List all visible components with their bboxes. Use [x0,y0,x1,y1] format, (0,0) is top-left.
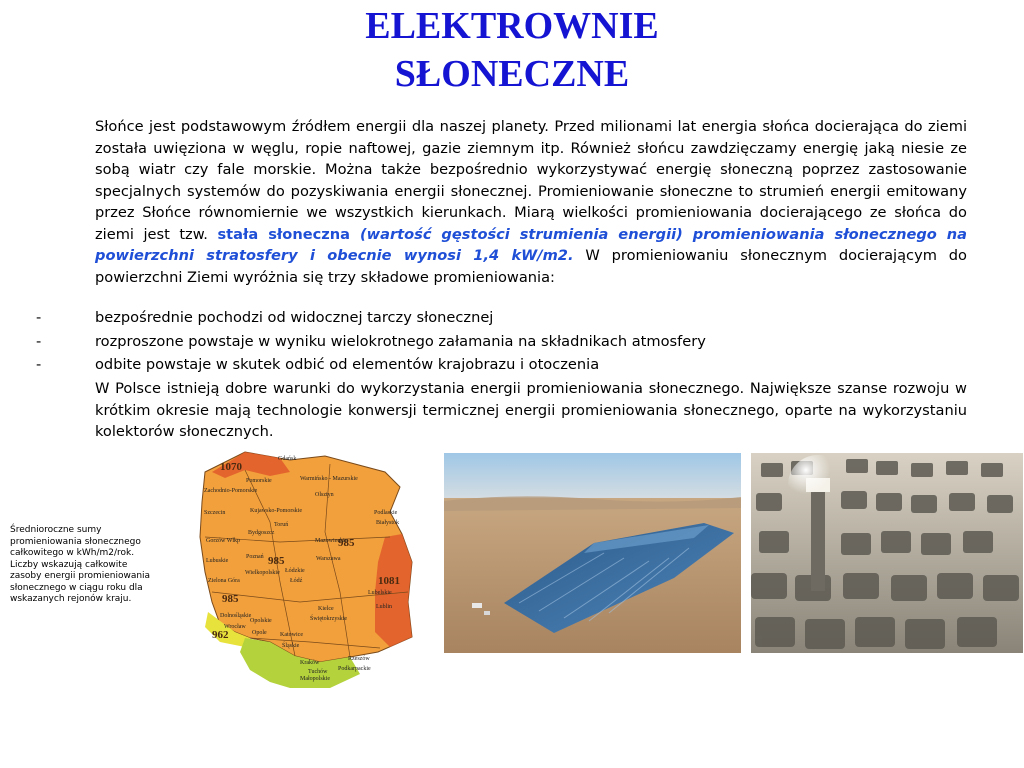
zone-label: 1081 [378,575,400,587]
city-label: Toruń [274,522,289,528]
region-label: Kujawsko-Pomorskie [250,508,302,514]
region-label: Lubuskie [206,558,229,564]
poland-insolation-map [150,442,440,690]
list-item-text: bezpośrednie pochodzi od widocznej tarczy słonecznej [95,309,494,326]
city-label: Opole [252,630,267,636]
city-label: Gorzów Wlkp [206,538,241,544]
city-label: Poznań [246,554,264,560]
region-label: Opolskie [250,618,272,624]
city-label: Łódź [290,578,303,584]
region-label: Podkarpackie [338,666,371,672]
city-label: Katowice [280,632,303,638]
zone-label: 1070 [220,461,242,473]
region-label: Świętokrzyskie [310,616,347,622]
region-label: Dolnośląskie [220,613,252,619]
outlook-paragraph: W Polsce istnieją dobre warunki do wykorzystania energii promieniowania słonecznego. Największe szanse rozwoju w krótkim okresie mają technologie konwersji termicznej energii promieniowania słonecznego, oparte na wykorzystaniu kolektorów słonecznych. [95,380,967,440]
city-label: Białystok [376,520,400,526]
map-caption: Średnioroczne sumy promieniowania słonecznego całkowitego w kWh/m2/rok. Liczby wskazują całkowite zasoby energii promieniowania słonecznego w ciągu roku dla wskazanych rejonów kraju. [10,525,151,604]
region-label: Lubelskie [368,590,392,596]
city-label: Bydgoszcz [248,530,275,536]
city-label: Gdańsk [278,456,297,462]
region-label: Wielkopolskie [245,570,280,576]
solar-constant-term: stała słoneczna [217,225,350,243]
list-marker: - [36,332,42,350]
solar-constant-definition: (wartość gęstości strumienia energii) promieniowania słonecznego na powierzchni stratosfery i obecnie wynosi 1,4 kW/m2. [95,225,968,264]
region-label: Zachodnio-Pomorskie [204,488,258,494]
list-marker: - [36,356,42,373]
region-label: Śląskie [282,643,300,649]
zone-label: 985 [268,555,285,567]
zone-label: 962 [212,629,229,641]
region-label: Łódzkie [285,568,305,574]
region-label: Mazowieckie [315,538,348,544]
intro-text-continued: W promieniowaniu słonecznym docierającym do powierzchni Ziemi wyróżnia się trzy składowe promieniowania: [95,247,967,286]
region-label: Małopolskie [300,676,330,682]
title-line-1: ELEKTROWNIE [365,5,659,47]
city-label: Warszawa [316,556,341,562]
city-label: Kraków [300,660,320,666]
list-item-text: rozproszone powstaje w wyniku wielokrotnego załamania na składnikach atmosfery [95,332,706,350]
slide-title [0,2,1024,98]
city-label: Tuchów [308,669,328,675]
list-marker: - [36,309,42,326]
solar-farm-image [444,453,741,653]
region-label: Pomorskie [246,478,272,484]
map-figure [150,442,440,690]
city-label: Olsztyn [315,492,334,498]
city-label: Lublin [376,604,392,610]
solar-tower-image [751,453,1023,653]
intro-paragraph [95,116,967,288]
region-label: Warmińsko - Mazurskie [300,476,358,482]
list-item [0,306,1000,330]
list-item [0,353,1000,377]
zone-label: 985 [222,593,239,605]
title-line-2: SŁONECZNE [394,53,630,95]
list-item [0,330,1000,354]
intro-text: Słońce jest podstawowym źródłem energii dla naszej planety. Przed milionami lat energia słońca docierająca do ziemi została uwięziona w węglu, ropie naftowej, gazie ziemnym itp. Również słońcu zawdzięczamy energię jaką niesie ze sobą wiatr czy fale morskie. Można także bezpośrednio wykorzystywać energię słoneczną poprzez zastosowanie specjalnych systemów do pozyskiwania energii słonecznej. Promieniowanie słoneczne to strumień energii emitowany przez Słońce równomiernie we wszystkich kierunkach. Miarą wielkości promieniowania docierającego ze słońca do ziemi jest tzw. [95,118,967,243]
radiation-components-list [0,306,1000,377]
city-label: Kielce [318,606,334,612]
city-label: Zielona Góra [208,578,240,584]
city-label: Wrocław [224,624,246,630]
list-item-text: odbite powstaje w skutek odbić od elementów krajobrazu i otoczenia [95,356,600,373]
solar-tower-photo [751,453,1023,653]
solar-farm-photo [444,453,741,653]
region-label: Podlaskie [374,510,398,516]
city-label: Szczecin [204,510,226,516]
city-label: Rzeszów [348,656,370,662]
zone-label: 985 [338,537,355,549]
